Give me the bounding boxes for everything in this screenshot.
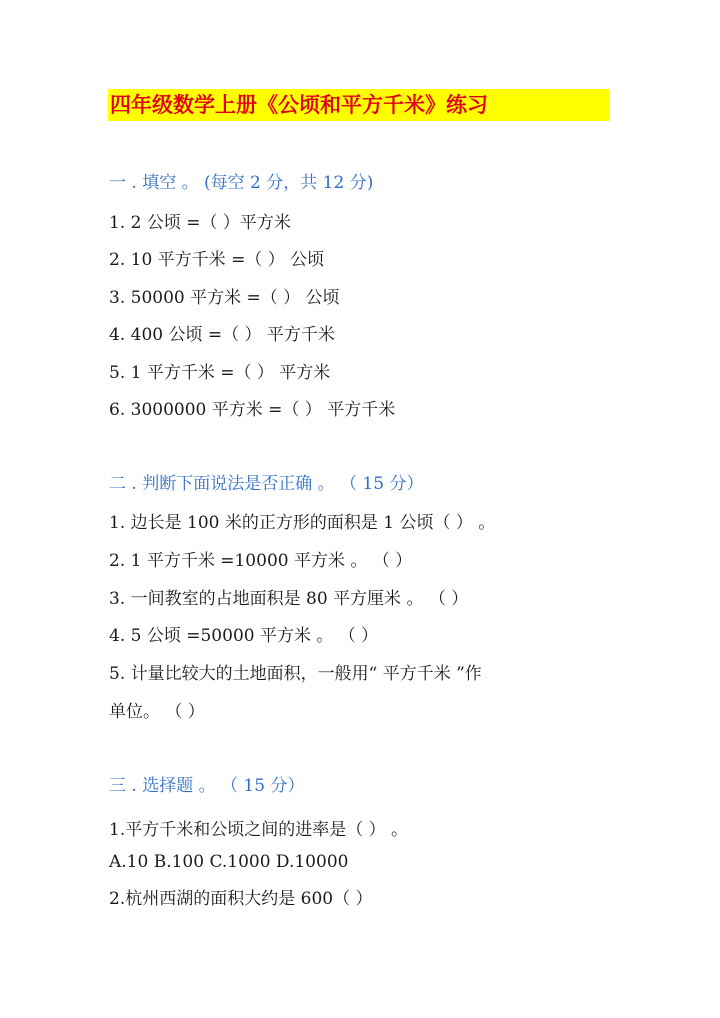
question-3-1-options: A.10 B.100 C.1000 D.10000 — [109, 852, 349, 872]
question-2-5-continued: 单位。 （ ） — [109, 702, 205, 722]
section-2-heading: 二 . 判断下面说法是否正确 。 （ 15 分） — [109, 474, 424, 494]
section-1-heading: 一 . 填空 。 (每空 2 分，共 12 分) — [109, 173, 374, 193]
question-1-4: 4. 400 公顷 =（ ） 平方千米 — [109, 325, 335, 345]
question-2-1: 1. 边长是 100 米的正方形的面积是 1 公顷（ ） 。 — [109, 513, 496, 533]
question-1-6: 6. 3000000 平方米 =（ ） 平方千米 — [109, 400, 396, 420]
question-2-5: 5. 计量比较大的土地面积，一般用“ 平方千米 ”作 — [109, 664, 482, 684]
question-3-1: 1.平方千米和公顷之间的进率是（ ） 。 — [109, 820, 409, 840]
question-1-2: 2. 10 平方千米 =（ ） 公顷 — [109, 250, 325, 270]
question-2-2: 2. 1 平方千米 =10000 平方米 。 （ ） — [109, 551, 413, 571]
question-1-5: 5. 1 平方千米 =（ ） 平方米 — [109, 363, 331, 383]
question-1-3: 3. 50000 平方米 =（ ） 公顷 — [109, 288, 340, 308]
page-title: 四年级数学上册《公顷和平方千米》练习 — [110, 93, 488, 117]
section-3-heading: 三 . 选择题 。 （ 15 分） — [109, 776, 305, 796]
question-2-3: 3. 一间教室的占地面积是 80 平方厘米 。 （ ） — [109, 589, 469, 609]
question-2-4: 4. 5 公顷 =50000 平方米 。 （ ） — [109, 626, 379, 646]
question-3-2: 2.杭州西湖的面积大约是 600（ ） — [109, 889, 373, 909]
question-1-1: 1. 2 公顷 =（ ）平方米 — [109, 213, 291, 233]
